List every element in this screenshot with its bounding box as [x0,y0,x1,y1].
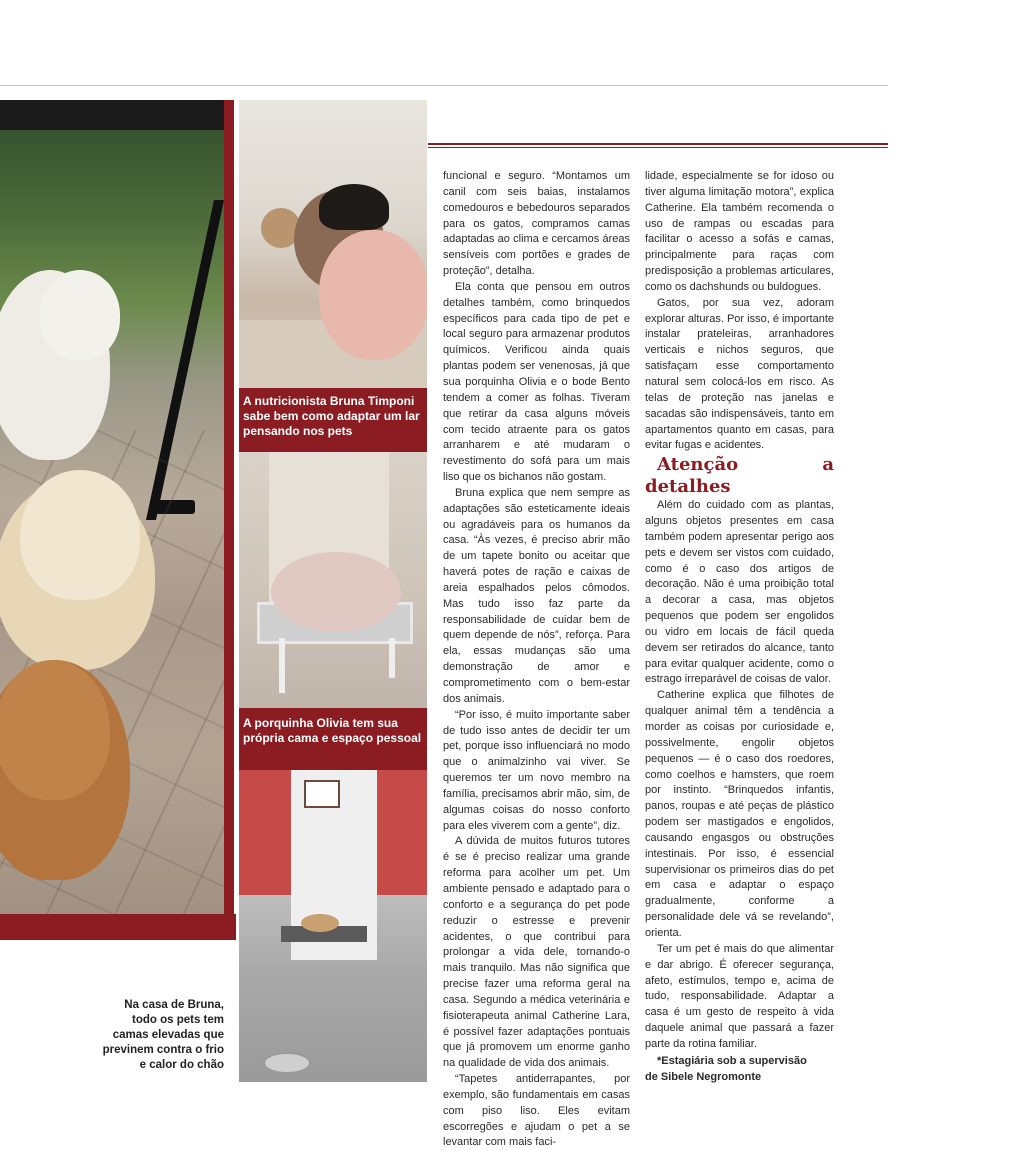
bed-leg [389,638,395,678]
brown-dog-head [0,660,110,800]
top-rule [0,85,888,86]
paragraph: lidade, especialmente se for idoso ou tiver alguma limitação motora”, explica Catherine. Ela também recomenda o uso de rampas ou escadas para facilitar o acesso a sofás e camas, principalmente para raças com predisposição a problemas articulares, como os dachshunds ou buldogues. [645,170,834,293]
pig-olivia [271,552,401,632]
woman-hair [319,184,389,230]
paragraph: A dúvida de muitos futuros tutores é se é preciso realizar uma grande reforma para acolher um pet. Um ambiente pensado e adaptado para o conforto e a segurança do pet pode reduzir o estresse e prevenir acidentes, o que contribui para prolongar a vida dele, tornando-o mais tranquilo. Mas não significa que precise fazer uma reforma geral na casa. Segundo a médica veterinária e fisioterapeuta animal Catherine Lara, é possível fazer adaptações pontuais que já promovem um enorme ganho na qualidade de vida dos animais. [443,835,630,1070]
pig-bed-photo [239,452,427,708]
paragraph: Bruna explica que nem sempre as adaptações são esteticamente ideais ou agradáveis para os humanos da casa. “Às vezes, é preciso abrir mão de um tapete bonito ou aceitar que haverá potes de ração e caixas de areia espalhados pelos cômodos. Mas tudo isso faz parte da responsabilidade de cuidar bem de quem depende de nós”, reforça. Para ela, essas mudanças são uma demonstração de amor e comprometimento com o bem-estar dos animais. [443,486,630,705]
water-bowl [263,1052,311,1074]
white-dog-head [40,270,120,360]
photo-frame-bottom [0,914,236,940]
photo2-caption: A porquinha Olivia tem sua própria cama e espaço pessoal [239,708,427,770]
kennel-photo [239,770,427,1082]
footnote-line-2: de Sibele Negromonte [645,1070,762,1083]
accent-rule [428,143,888,145]
article-column-1 [443,169,630,1151]
paragraph: Ela conta que pensou em outros detalhes também, como brinquedos específicos para cada tipo de pet e local seguro para armazenar produtos químicos. Verificou ainda quais plantas podem ser venenosas, já que sua porquinha Olivia e o bode Bento tendem a comer as folhas. Tiveram que retirar da casa alguns móveis com tecido atraente para os gatos arranharem e até mudaram o revestimento do sofá para um mais liso que os bichanos não gostam. [443,280,630,484]
paragraph: Gatos, por sua vez, adoram explorar alturas. Por isso, é importante instalar prateleiras, arranhadores verticais e nichos seguros, que satisfaçam esse comportamento natural sem colocá-los em risco. As telas de proteção nas janelas e sacadas são indispensáveis, tanto em apartamentos quanto em casas, para evitar fugas e acidentes. [645,296,834,452]
paragraph: “Por isso, é muito importante saber de tudo isso antes de decidir ter um pet, porque isso influenciará no modo que o animalzinho vai viver. Se queremos ter um novo membro na família, precisamos abrir mão, sim, de algumas coisas do nosso conforto para eles viverem com a gente”, diz. [443,708,630,832]
photo-frame-right [224,100,234,938]
main-photo-caption: Na casa de Bruna, todo os pets tem camas elevadas que previnem contra o frio e calor do chão [102,999,224,1071]
paragraph: funcional e seguro. “Montamos um canil com seis baias, instalamos comedouros e bebedouros separados para os gatos, compramos camas adaptadas ao clima e cercamos áreas sensíveis com portões e grades de proteção”, detalha. [443,170,630,278]
paragraph: Catherine explica que filhotes de qualquer animal têm a tendência a morder as coisas por curiosidade e, possivelmente, engolir objetos pequenos — é o caso dos roedores, como coelhos e hamsters, que roem por instinto. “Brinquedos infantis, panos, roupas e até peças de plástico podem ser mastigados e engolidos, causando engasgos ou obstruções intestinais. Por isso, é essencial supervisionar os primeiros dias do pet em casa e adaptar o espaço gradualmente, conforme a personalidade dele vá se revelando”, orienta. [645,689,834,939]
wall-picture [304,780,340,808]
paragraph: Ter um pet é mais do que alimentar e dar abrigo. É oferecer segurança, afeto, estímulos, tempo e, acima de tudo, responsabilidade. Adaptar a casa é um gesto de respeito à vida daquele animal que passará a fazer parte da rotina familiar. [645,942,834,1050]
footnote-line-1: *Estagiária sob a supervisão [657,1054,807,1067]
photo1-caption: A nutricionista Bruna Timponi sabe bem como adaptar um lar pensando nos pets [239,388,427,452]
footnote [645,1053,834,1085]
paragraph: “Tapetes antiderrapantes, por exemplo, são fundamentais em casas com piso liso. Eles evitam escorregões e ajudam o pet a se levantar com mais faci- [443,1073,630,1149]
cream-dog-head [20,470,140,600]
bed-leg [279,638,285,693]
article-column-2 [645,169,834,1085]
nutritionist-photo [239,100,427,388]
accent-rule-thin [428,147,888,148]
sleeping-dog [301,914,339,932]
pig [319,230,427,360]
paragraph: Além do cuidado com as plantas, alguns objetos presentes em casa também podem apresentar perigo aos pets e devem ser vistos com cuidado, como é o caso dos artigos de decoração. Não é uma proibição total a decorar a casa, mas objetos pequenos que podem ser engolidos ou vidro em locais de fácil queda devem ser retirados do alcance, tanto para evitar qualquer acidente, como o estrago irreparável de coisas de valor. [645,499,834,686]
railing [0,100,224,130]
dogs-photo [0,100,234,938]
section-heading: Atenção a detalhes [645,454,834,498]
